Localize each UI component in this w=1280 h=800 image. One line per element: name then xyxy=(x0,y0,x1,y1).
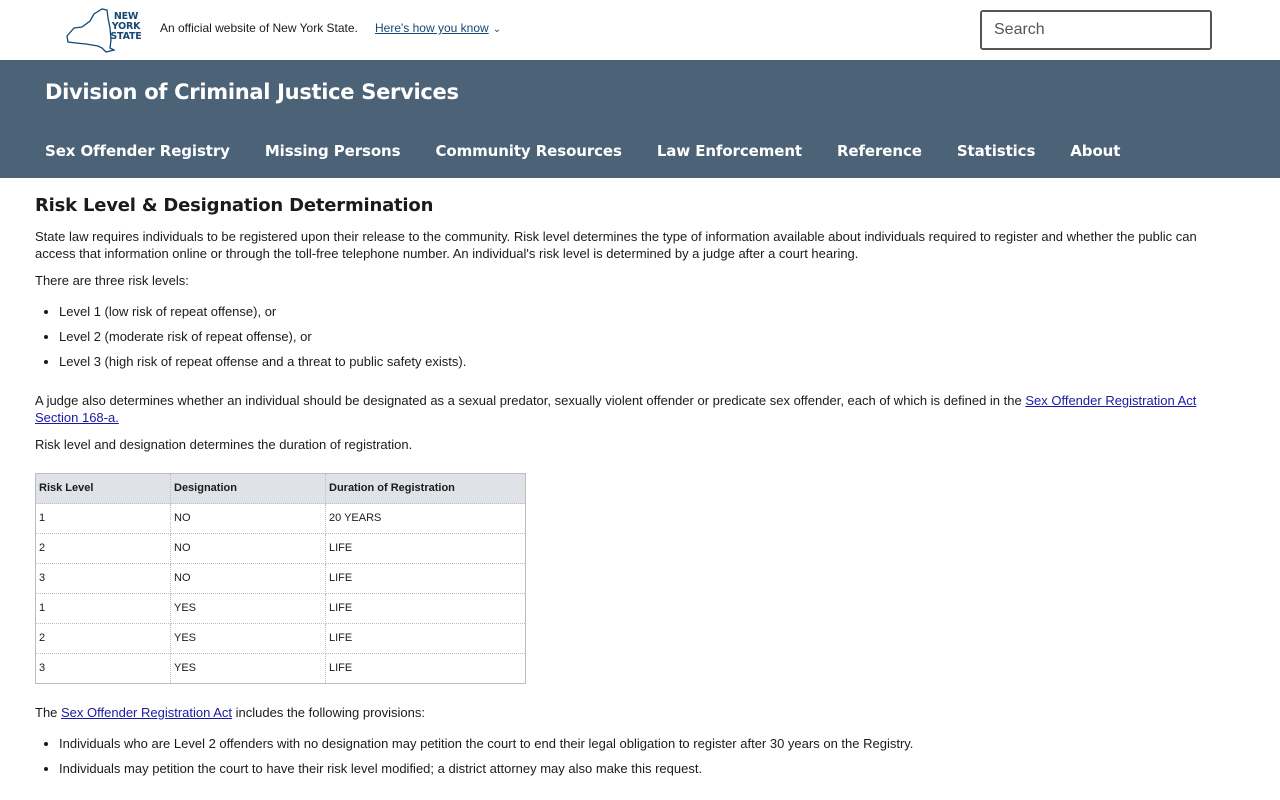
list-item: • Individuals who are Level 2 offenders with no designation may petition the court to end their legal obligation to register after 30 years on the Registry. xyxy=(59,735,1235,752)
table-row xyxy=(36,564,526,594)
cell-duration: 20 YEARS xyxy=(326,504,526,534)
cell-duration: LIFE xyxy=(326,534,526,564)
nav-missing-persons[interactable]: Missing Persons xyxy=(264,142,401,160)
cell-designation: NO xyxy=(171,564,326,594)
nav-community-resources[interactable]: Community Resources xyxy=(435,142,622,160)
cell-duration: LIFE xyxy=(326,594,526,624)
duration-paragraph: Risk level and designation determines the duration of registration. xyxy=(35,437,413,452)
table-row xyxy=(36,624,526,654)
cell-designation: YES xyxy=(171,654,326,684)
provisions-list xyxy=(35,735,1235,777)
table-row xyxy=(36,654,526,684)
nav-statistics[interactable]: Statistics xyxy=(956,142,1036,160)
page-title: Risk Level & Designation Determination xyxy=(35,195,434,216)
act-suffix: includes the following provisions: xyxy=(232,705,425,720)
judge-text: A judge also determines whether an individual should be designated as a sexual predator, sexually violent offender or predicate sex offender, each of which is defined in the xyxy=(35,393,1026,408)
site-header xyxy=(0,60,1280,178)
table-header-row xyxy=(36,474,526,504)
act-paragraph xyxy=(35,704,1235,721)
list-item: • Level 2 (moderate risk of repeat offense), or xyxy=(59,328,1235,345)
act-prefix: The xyxy=(35,705,62,720)
cell-risk-level: 2 xyxy=(36,624,171,654)
registration-duration-table xyxy=(35,473,526,684)
judge-paragraph xyxy=(35,392,1235,426)
table-row xyxy=(36,534,526,564)
sora-link[interactable]: Sex Offender Registration Act xyxy=(61,705,233,720)
header-risk-level: Risk Level xyxy=(36,474,171,504)
nav-law-enforcement[interactable]: Law Enforcement xyxy=(656,142,802,160)
site-title[interactable]: Division of Criminal Justice Services xyxy=(45,80,459,104)
levels-intro: There are three risk levels: xyxy=(35,273,189,288)
nav-reference[interactable]: Reference xyxy=(836,142,922,160)
nav-about[interactable]: About xyxy=(1070,142,1121,160)
cell-duration: LIFE xyxy=(326,564,526,594)
nav-sex-offender-registry[interactable]: Sex Offender Registry xyxy=(45,142,230,160)
risk-levels-list xyxy=(35,303,1235,370)
header-designation: Designation xyxy=(171,474,326,504)
cell-designation: YES xyxy=(171,624,326,654)
official-banner xyxy=(0,0,1280,60)
table-row xyxy=(36,504,526,534)
cell-risk-level: 1 xyxy=(36,504,171,534)
nys-logo[interactable] xyxy=(64,6,144,54)
cell-designation: YES xyxy=(171,594,326,624)
official-website-text: An official website of New York State. xyxy=(160,21,358,35)
main-content xyxy=(35,194,1235,799)
cell-designation: NO xyxy=(171,504,326,534)
heres-how-you-know-label: Here's how you know xyxy=(375,21,489,35)
cell-risk-level: 1 xyxy=(36,594,171,624)
list-item: • Level 1 (low risk of repeat offense), or xyxy=(59,303,1235,320)
main-nav xyxy=(45,142,1155,160)
cell-duration: LIFE xyxy=(326,624,526,654)
list-item: • Level 3 (high risk of repeat offense and a threat to public safety exists). xyxy=(59,353,1235,370)
table-row xyxy=(36,594,526,624)
cell-risk-level: 3 xyxy=(36,654,171,684)
sora-section-link[interactable]: Sex Offender Registration Act Section 168-a. xyxy=(35,393,1197,425)
chevron-down-icon: ⌄ xyxy=(492,24,502,35)
heres-how-you-know-link[interactable] xyxy=(375,21,501,35)
cell-duration: LIFE xyxy=(326,654,526,684)
cell-risk-level: 2 xyxy=(36,534,171,564)
search-box xyxy=(980,10,1212,50)
logo-text: NEW YORK STATE xyxy=(110,11,142,42)
search-input[interactable] xyxy=(982,12,1212,48)
intro-paragraph: State law requires individuals to be registered upon their release to the community. Risk level determines the type of information available about individuals required to register and whether the public can access that information online or through the toll-free telephone number. An individual's risk level is determined by a judge after a court hearing. xyxy=(35,229,1197,261)
cell-risk-level: 3 xyxy=(36,564,171,594)
cell-designation: NO xyxy=(171,534,326,564)
header-duration: Duration of Registration xyxy=(326,474,526,504)
list-item: • Individuals may petition the court to have their risk level modified; a district attorney may also make this request. xyxy=(59,760,1235,777)
